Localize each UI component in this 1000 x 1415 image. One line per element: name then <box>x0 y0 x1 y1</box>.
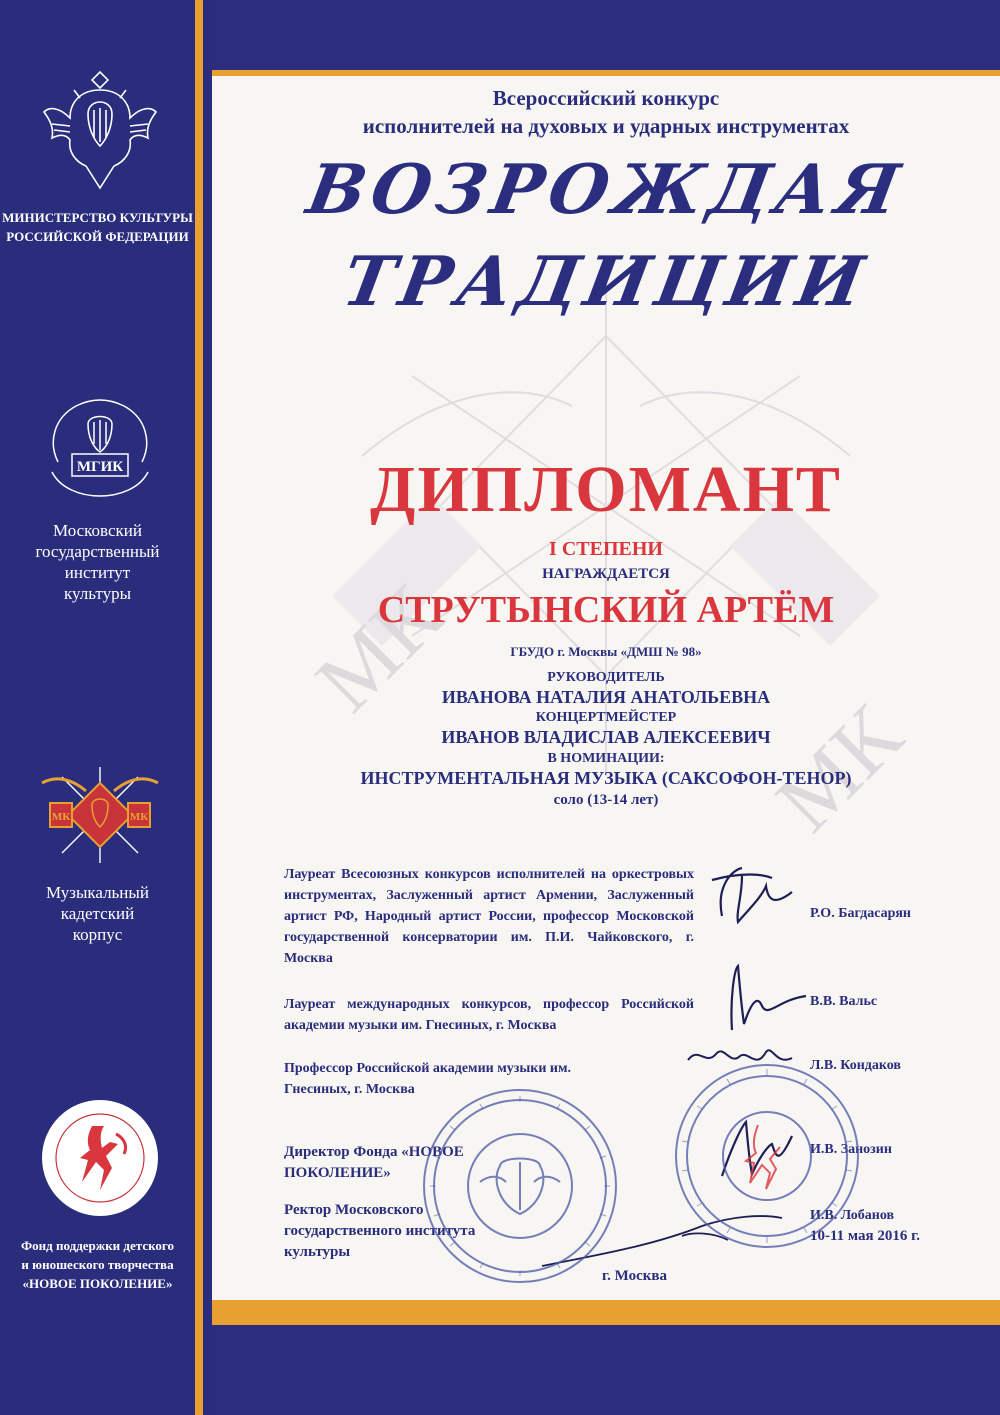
official-stamp-left <box>420 1086 620 1286</box>
supervisor-name: ИВАНОВА НАТАЛИЯ АНАТОЛЬЕВНА <box>441 687 771 707</box>
eagle-emblem-icon <box>40 68 160 198</box>
signatory-title-1: Лауреат Всесоюзных конкурсов исполнителей на оркестровых инструментах, Заслуженный артист Армении, Заслуженный артист РФ, Народный артист России, профессор Московской государственной консерватории им. П.И. Чайковского, г. Москва <box>284 867 694 966</box>
signatory-title-2: Лауреат международных конкурсов, профессор Российской академии музыки им. Гнесиных, г. Москва <box>284 997 694 1033</box>
official-stamp-right <box>672 1061 862 1251</box>
contest-title-line-1: ВОЗРОЖДАЯ <box>301 150 911 230</box>
signatory-title-4: Директор Фонда «НОВОЕ ПОКОЛЕНИЕ» <box>284 1144 464 1181</box>
award-title: ДИПЛОМАНТ <box>370 453 842 526</box>
contest-title-line-2: ТРАДИЦИИ <box>336 242 876 322</box>
award-degree: I СТЕПЕНИ <box>549 538 663 560</box>
foundation-line-3: «НОВОЕ ПОКОЛЕНИЕ» <box>22 1276 173 1291</box>
institute-line-3: институт <box>64 563 131 582</box>
nomination-label: В НОМИНАЦИИ: <box>547 751 665 766</box>
institute-label <box>0 520 195 604</box>
bottom-accent-line <box>212 1300 1000 1325</box>
accompanist-label: КОНЦЕРТМЕЙСТЕР <box>535 710 677 725</box>
foundation-logo-icon <box>40 1098 160 1218</box>
issue-date: 10-11 мая 2016 г. <box>810 1228 921 1244</box>
cadet-line-2: кадетский <box>60 904 135 923</box>
contest-header-line-2: исполнителей на духовых и ударных инструментах <box>362 114 850 138</box>
signature-2 <box>722 960 812 1036</box>
institute-line-4: культуры <box>64 584 131 603</box>
awarded-label: НАГРАЖДАЕТСЯ <box>542 566 670 582</box>
age-category: соло (13-14 лет) <box>553 792 659 808</box>
school-name: ГБУДО г. Москвы «ДМШ № 98» <box>510 644 702 659</box>
contest-header <box>212 84 1000 140</box>
sidebar-stripe <box>195 0 203 1415</box>
contest-header-line-1: Всероссийский конкурс <box>492 86 720 110</box>
diploma-body <box>212 76 1000 1300</box>
bottom-band <box>212 1325 1000 1415</box>
ministry-line-1: МИНИСТЕРСТВО КУЛЬТУРЫ <box>2 210 193 225</box>
signature-1 <box>702 856 812 936</box>
accompanist-name: ИВАНОВ ВЛАДИСЛАВ АЛЕКСЕЕВИЧ <box>441 727 771 747</box>
foundation-label <box>0 1236 195 1293</box>
cadet-emblem-icon <box>32 765 168 865</box>
signatory-name-3: Л.В. Кондаков <box>810 1058 901 1073</box>
foundation-line-2: и юношеского творчества <box>21 1257 174 1272</box>
signatory-name-2: В.В. Вальс <box>810 994 878 1009</box>
signatory-name-5: И.В. Лобанов <box>810 1208 895 1223</box>
cadet-line-3: корпус <box>72 925 123 944</box>
cadet-label <box>0 882 195 945</box>
signatory-name-4: И.В. Занозин <box>810 1142 892 1157</box>
mgik-emblem-icon <box>38 392 162 502</box>
supervisor-label: РУКОВОДИТЕЛЬ <box>547 670 665 685</box>
signatory-title-3: Профессор Российской академии музыки им. Гнесиных, г. Москва <box>284 1061 572 1097</box>
mk-logo-text-right: МК <box>129 811 149 823</box>
institute-line-1: Московский <box>53 521 142 540</box>
signatory-name-1: Р.О. Багдасарян <box>810 906 912 921</box>
foundation-line-1: Фонд поддержки детского <box>21 1238 174 1253</box>
issue-city: г. Москва <box>602 1268 667 1284</box>
cadet-line-1: Музыкальный <box>46 883 149 902</box>
signatory-title-5: Ректор Московского государственного института культуры <box>284 1202 476 1260</box>
nomination-name: ИНСТРУМЕНТАЛЬНАЯ МУЗЫКА (САКСОФОН-ТЕНОР) <box>360 768 852 788</box>
institute-line-2: государственный <box>35 542 160 561</box>
top-band <box>212 0 1000 70</box>
watermark-mk-left: МК <box>297 566 461 730</box>
mgik-logo-text: МГИК <box>76 459 124 475</box>
ministry-line-2: РОССИЙСКОЙ ФЕДЕРАЦИИ <box>6 229 189 244</box>
watermark-mk-right: МК <box>757 686 921 850</box>
ministry-label <box>0 208 195 246</box>
mk-logo-text-left: МК <box>51 811 71 823</box>
recipient-name: СТРУТЫНСКИЙ АРТЁМ <box>377 589 835 631</box>
